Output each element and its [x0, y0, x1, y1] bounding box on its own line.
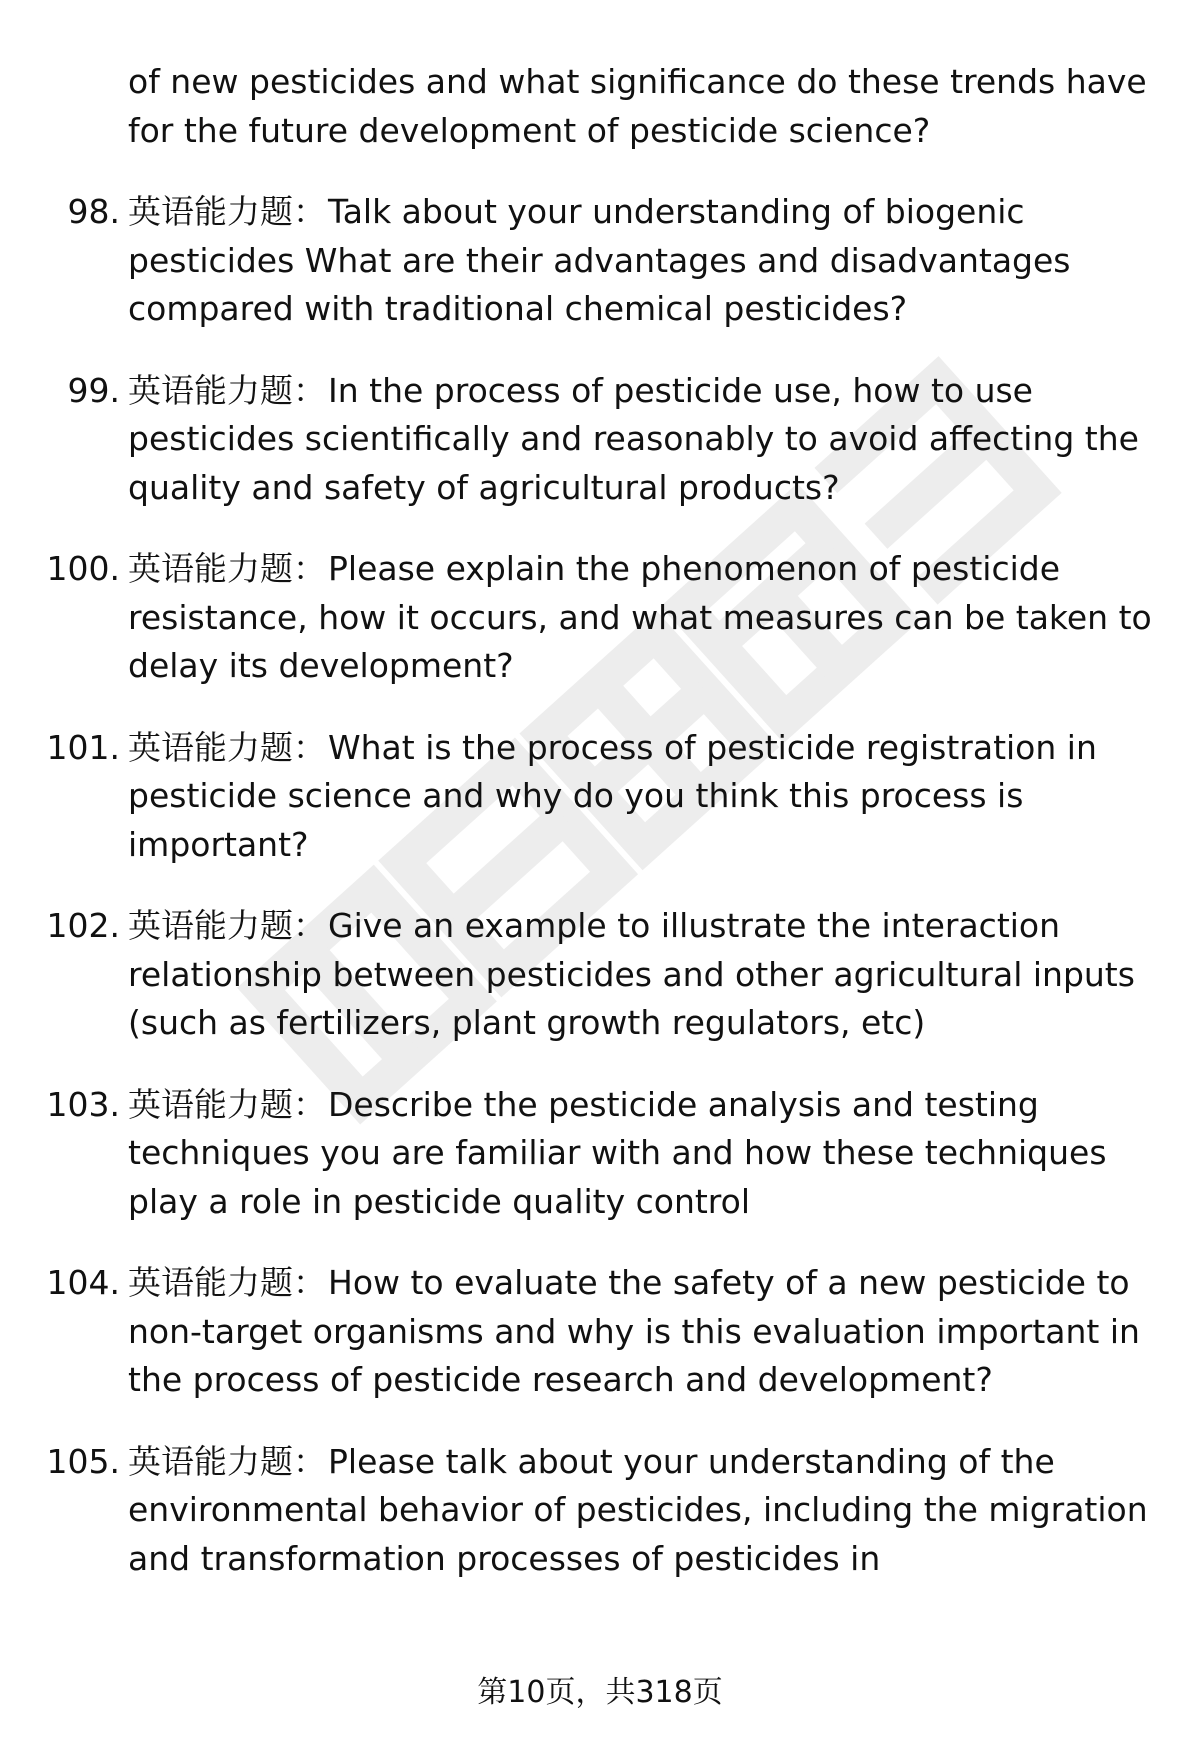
question-text: What is the process of pesticide registration in pesticide science and why do you think this process is important? [128, 727, 1097, 864]
question-item [67, 367, 1160, 513]
question-text: How to evaluate the safety of a new pesticide to non-target organisms and why is this evaluation important in the process of pesticide research and development? [128, 1263, 1140, 1399]
question-number: 105. [46, 1441, 120, 1481]
previous-question-continuation: of new pesticides and what significance do these trends have for the future development of pesticide science? [128, 62, 1147, 150]
question-text: Give an example to illustrate the interaction relationship between pesticides and other agricultural inputs (such as fertilizers, plant growth regulators, etc) [128, 906, 1135, 1042]
question-text: Describe the pesticide analysis and testing techniques you are familiar with and how these techniques play a role in pesticide quality control [128, 1084, 1107, 1221]
question-tag: 英语能力题： [128, 727, 326, 767]
question-number: 98. [67, 192, 120, 231]
question-text: In the process of pesticide use, how to use pesticides scientifically and reasonably to avoid affecting the quality and safety of agricultural products? [128, 370, 1139, 507]
question-text: Talk about your understanding of biogenic pesticides What are their advantages and disadvantages compared with traditional chemical pesticides? [128, 192, 1071, 328]
question-item [46, 1081, 1160, 1227]
question-number: 100. [46, 549, 120, 588]
question-tag: 英语能力题： [128, 1084, 326, 1124]
question-number: 102. [46, 906, 120, 945]
page-footer: 第10页，共318页 [477, 1675, 723, 1710]
question-text: Please explain the phenomenon of pesticide resistance, how it occurs, and what measures can be taken to delay its development? [128, 549, 1152, 685]
question-tag: 英语能力题： [128, 1263, 326, 1302]
question-item [46, 1259, 1160, 1405]
document-body [0, 58, 1200, 1616]
question-item [67, 188, 1160, 334]
question-tag: 英语能力题： [128, 192, 326, 231]
question-tag: 英语能力题： [128, 1441, 326, 1481]
question-item [46, 545, 1160, 691]
question-number: 104. [46, 1263, 120, 1302]
question-item [46, 902, 1160, 1048]
question-number: 99. [67, 370, 120, 410]
question-number: 103. [46, 1084, 120, 1124]
question-tag: 英语能力题： [128, 549, 326, 588]
question-number: 101. [46, 727, 120, 767]
question-tag: 英语能力题： [128, 370, 326, 410]
question-item [46, 724, 1160, 870]
question-item [46, 1438, 1160, 1584]
question-tag: 英语能力题： [128, 906, 326, 945]
question-text: Please talk about your understanding of the environmental behavior of pesticides, including the migration and transformation processes of pesticides in [128, 1441, 1148, 1578]
